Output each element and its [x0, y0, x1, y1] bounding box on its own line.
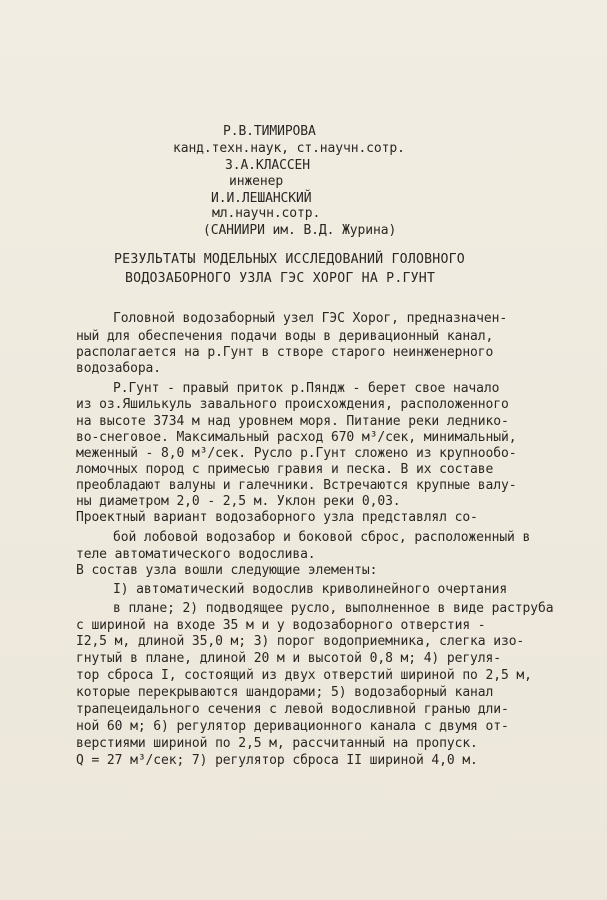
affiliation: (САНИИРИ им. В.Д. Журина): [203, 223, 397, 238]
body-line: с шириной на входе 35 м и у водозаборного отверстия -: [76, 618, 486, 633]
author-3-name: И.И.ЛЕШАНСКИЙ: [211, 191, 312, 206]
body-line: тор сброса I, состоящий из двух отверстий шириной по 2,5 м,: [76, 668, 532, 683]
body-line: во-снеговое. Максимальный расход 670 м³/сек, минимальный,: [76, 430, 517, 445]
body-line: на высоте 3734 м над уровнем моря. Питание реки леднико-: [76, 414, 509, 429]
body-line: ной 60 м; 6) регулятор деривационного канала с двумя от-: [76, 719, 509, 734]
article-title-line-2: ВОДОЗАБОРНОГО УЗЛА ГЭС ХОРОГ НА Р.ГУНТ: [125, 270, 436, 286]
body-line: преобладают валуны и галечники. Встречаются крупные валу-: [76, 478, 517, 493]
author-2-name: З.А.КЛАССЕН: [225, 158, 310, 173]
body-line: Р.Гунт - правый приток р.Пяндж - берет свое начало: [113, 381, 500, 396]
body-line: ны диаметром 2,0 - 2,5 м. Уклон реки 0,03.: [76, 494, 401, 509]
article-title-line-1: РЕЗУЛЬТАТЫ МОДЕЛЬНЫХ ИССЛЕДОВАНИЙ ГОЛОВНОГО: [114, 251, 465, 267]
author-1-name: Р.В.ТИМИРОВА: [223, 124, 316, 139]
author-2-title: инженер: [229, 174, 284, 189]
body-line: водозабора.: [76, 361, 161, 376]
body-line: Головной водозаборный узел ГЭС Хорог, предназначен-: [113, 311, 508, 326]
body-line: бой лобовой водозабор и боковой сброс, расположенный в: [113, 530, 531, 545]
body-line: верстиями шириной по 2,5 м, рассчитанный на пропуск.: [76, 736, 478, 751]
body-line: меженный - 8,0 м³/сек. Русло р.Гунт сложено из крупнообо-: [76, 446, 517, 461]
body-line: которые перекрываются шандорами; 5) водозаборный канал: [76, 685, 494, 700]
body-line: Проектный вариант водозаборного узла представлял со-: [76, 510, 478, 525]
body-line: располагается на р.Гунт в створе старого неинженерного: [76, 345, 494, 360]
body-line: В состав узла вошли следующие элементы:: [76, 563, 378, 578]
body-line: теле автоматического водослива.: [76, 547, 316, 562]
body-line: Q = 27 м³/сек; 7) регулятор сброса II шириной 4,0 м.: [76, 753, 478, 768]
body-line: ломочных пород с примесью гравия и песка. В их составе: [76, 462, 494, 477]
body-line: ный для обеспечения подачи воды в деривационный канал,: [76, 329, 494, 344]
body-line: трапецеидального сечения с левой водосливной гранью дли-: [76, 702, 509, 717]
body-line: гнутый в плане, длиной 20 м и высотой 0,8 м; 4) регуля-: [76, 651, 501, 666]
body-line: I) автоматический водослив криволинейного очертания: [113, 582, 508, 597]
body-line: в плане; 2) подводящее русло, выполненное в виде раструба: [113, 601, 554, 616]
author-3-title: мл.научн.сотр.: [212, 206, 321, 221]
body-line: из оз.Яшилькуль завального происхождения, расположенного: [76, 397, 509, 412]
body-line: I2,5 м, длиной 35,0 м; 3) порог водоприемника, слегка изо-: [76, 634, 525, 649]
author-1-title: канд.техн.наук, ст.научн.сотр.: [173, 141, 405, 156]
